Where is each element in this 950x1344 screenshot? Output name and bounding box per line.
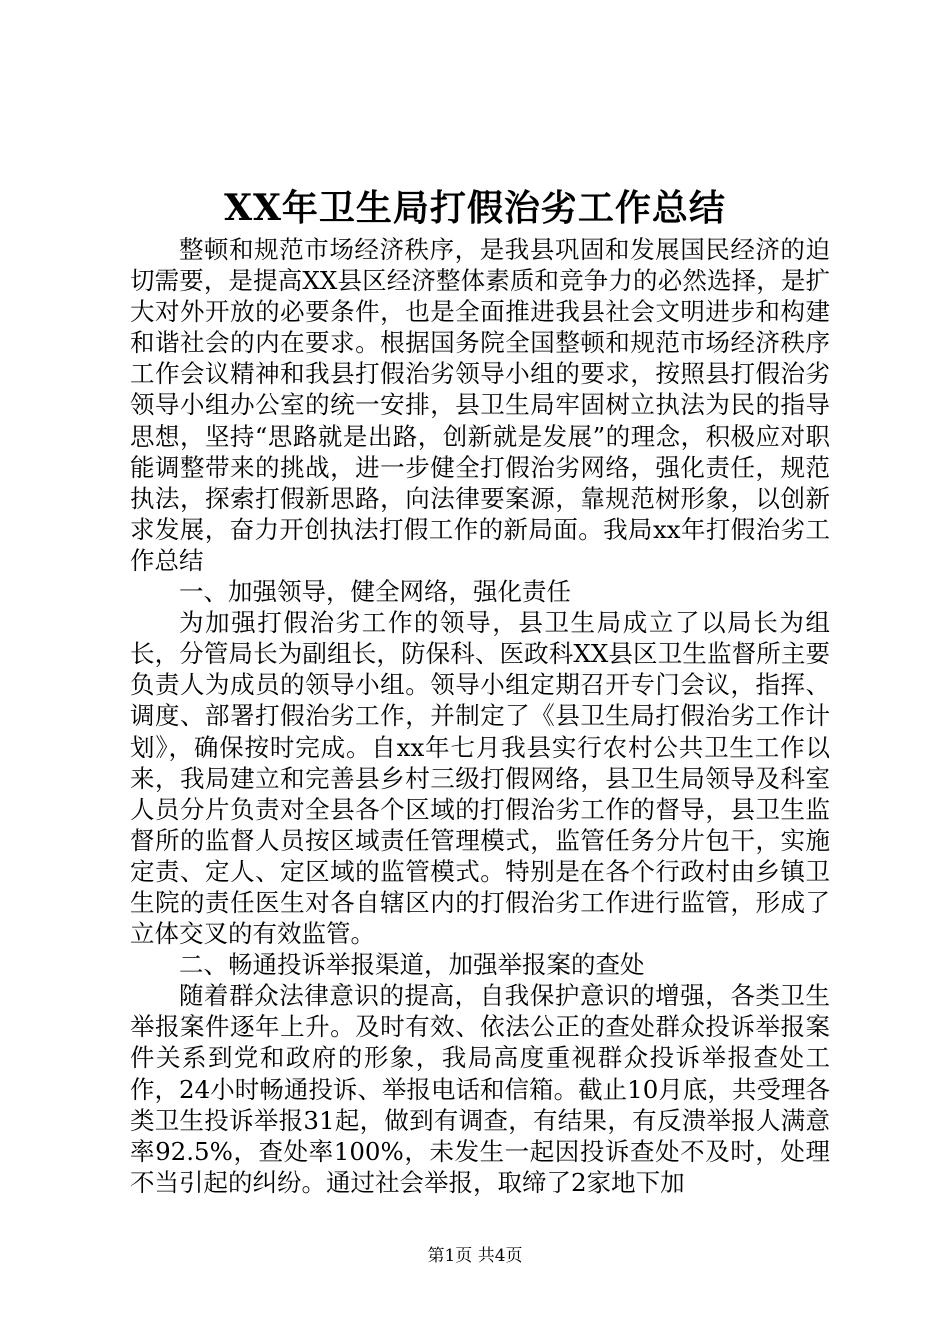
page-footer: 第1页 共4页 [427, 1246, 523, 1266]
paragraph-section-2: 随着群众法律意识的提高，自我保护意识的增强，各类卫生举报案件逐年上升。及时有效、依法公正的查处群众投诉举报案件关系到党和政府的形象，我局高度重视群众投诉举报查处工作，24小时畅通投诉、举报电话和信箱。截止10月底，共受理各类卫生投诉举报31起，做到有调查，有结果，有反溃举报人满意率92.5%，查处率100%，未发生一起因投诉查处不及时，处理不当引起的纠纷。通过社会举报，取缔了2家地下加 [130, 981, 830, 1197]
document-body [130, 234, 830, 1198]
paragraph-section-1: 为加强打假治劣工作的领导，县卫生局成立了以局长为组长，分管局长为副组长，防保科、医政科XX县区卫生监督所主要负责人为成员的领导小组。领导小组定期召开专门会议，指挥、调度、部署打假治劣工作，并制定了《县卫生局打假治劣工作计划》，确保按时完成。自xx年七月我县实行农村公共卫生工作以来，我局建立和完善县乡村三级打假网络，县卫生局领导及科室人员分片负责对全县各个区域的打假治劣工作的督导，县卫生监督所的监督人员按区域责任管理模式，监管任务分片包干，实施定责、定人、定区域的监管模式。特别是在各个行政村由乡镇卫生院的责任医生对各自辖区内的打假治劣工作进行监管，形成了立体交叉的有效监管。 [130, 608, 830, 949]
paragraph-intro: 整顿和规范市场经济秩序，是我县巩固和发展国民经济的迫切需要，是提高XX县区经济整体素质和竞争力的必然选择，是扩大对外开放的必要条件，也是全面推进我县社会文明进步和构建和谐社会的内在要求。根据国务院全国整顿和规范市场经济秩序工作会议精神和我县打假治劣领导小组的要求，按照县打假治劣领导小组办公室的统一安排，县卫生局牢固树立执法为民的指导思想，坚持“思路就是出路，创新就是发展”的理念，积极应对职能调整带来的挑战，进一步健全打假治劣网络，强化责任，规范执法，探索打假新思路，向法律要案源，靠规范树形象，以创新求发展，奋力开创执法打假工作的新局面。我局xx年打假治劣工作总结 [130, 235, 830, 575]
document-title: XX年卫生局打假治劣工作总结 [224, 187, 726, 229]
section-heading-1: 一、加强领导，健全网络，强化责任 [179, 577, 571, 607]
section-heading-2: 二、畅通投诉举报渠道，加强举报案的查处 [179, 950, 645, 980]
